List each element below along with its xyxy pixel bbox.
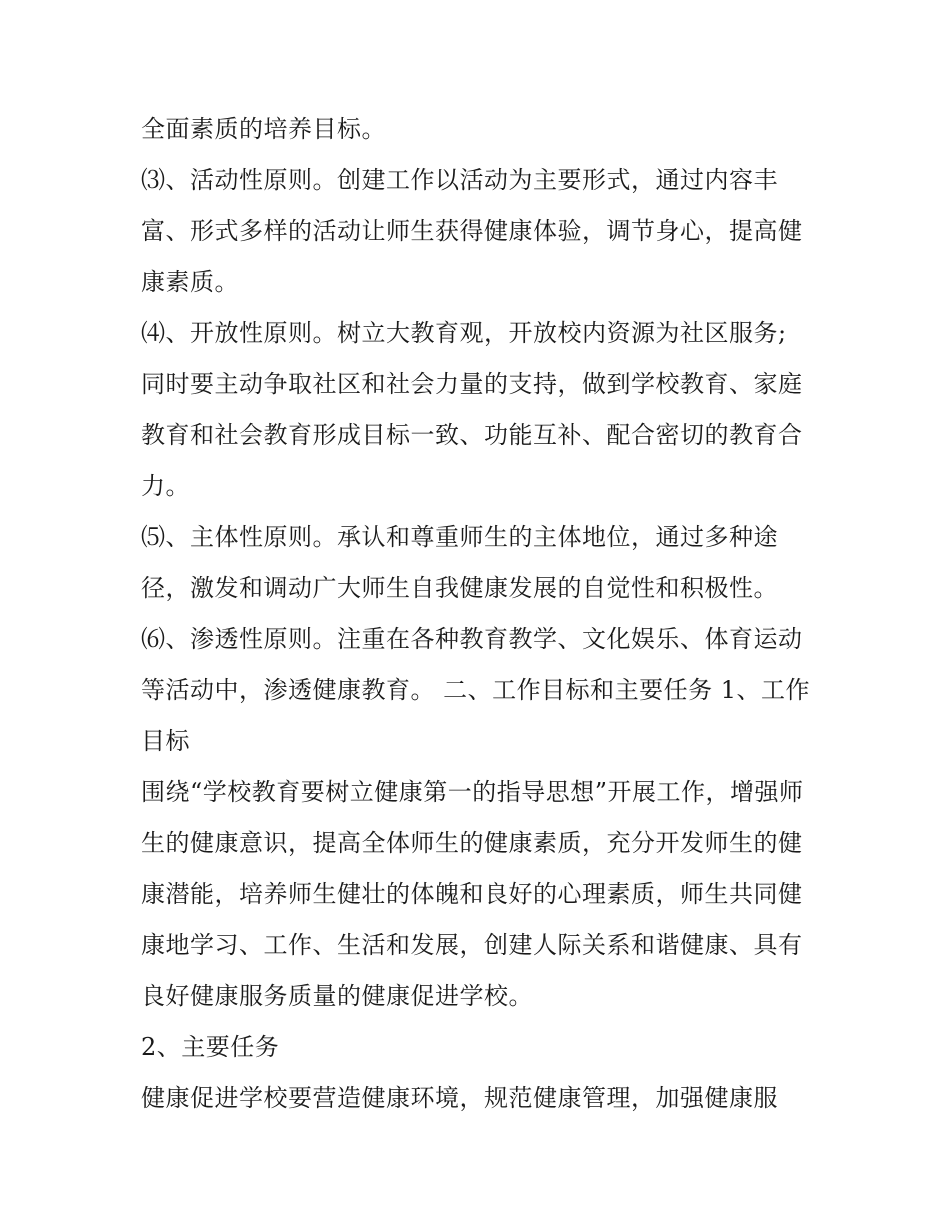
text-line: 2、主要任务 xyxy=(141,1033,280,1061)
text-line: 康地学习、工作、生活和发展，创建人际关系和谐健康、具有 xyxy=(141,931,803,959)
text-line: 教育和社会教育形成目标一致、功能互补、配合密切的教育合 xyxy=(141,421,803,449)
text-line: 生的健康意识，提高全体师生的健康素质，充分开发师生的健 xyxy=(141,829,803,857)
text-line: 目标 xyxy=(141,727,190,755)
document-body xyxy=(141,107,821,1127)
text-line: 富、形式多样的活动让师生获得健康体验，调节身心，提高健 xyxy=(141,217,803,245)
text-line: ⑷、开放性原则。树立大教育观，开放校内资源为社区服务; xyxy=(141,319,787,347)
text-line: ⑹、渗透性原则。注重在各种教育教学、文化娱乐、体育运动 xyxy=(141,625,803,653)
text-line: ⑶、活动性原则。创建工作以活动为主要形式，通过内容丰 xyxy=(141,166,778,194)
text-line: 径，激发和调动广大师生自我健康发展的自觉性和积极性。 xyxy=(141,574,778,602)
text-line: 力。 xyxy=(141,472,190,500)
text-line: 等活动中，渗透健康教育。 二、工作目标和主要任务 1、工作 xyxy=(141,676,811,704)
text-line: 康潜能，培养师生健壮的体魄和良好的心理素质，师生共同健 xyxy=(141,880,803,908)
text-line: 同时要主动争取社区和社会力量的支持，做到学校教育、家庭 xyxy=(141,370,803,398)
text-line: 围绕“学校教育要树立健康第一的指导思想”开展工作，增强师 xyxy=(141,778,804,806)
text-line: 良好健康服务质量的健康促进学校。 xyxy=(141,982,533,1010)
text-line: 全面素质的培养目标。 xyxy=(141,115,386,143)
text-line: 康素质。 xyxy=(141,268,239,296)
text-line: 健康促进学校要营造健康环境，规范健康管理，加强健康服 xyxy=(141,1084,778,1112)
text-line: ⑸、主体性原则。承认和尊重师生的主体地位，通过多种途 xyxy=(141,523,778,551)
